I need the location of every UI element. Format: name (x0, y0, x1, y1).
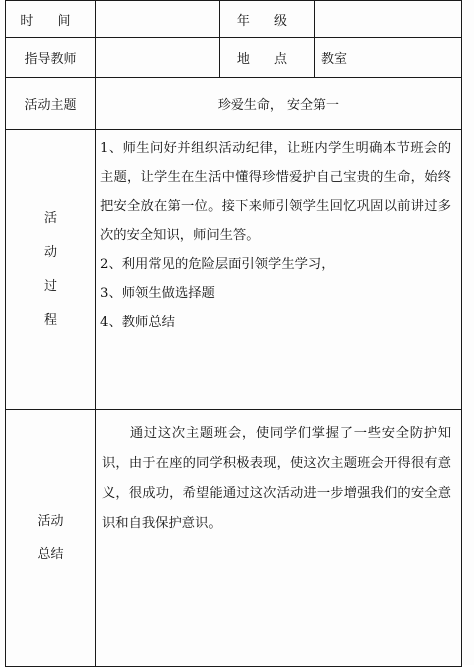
process-label-char: 活 (43, 210, 57, 226)
row-process (6, 130, 462, 410)
summary-text: 通过这次主题班会，使同学们掌握了一些安全防护知识，由于在座的同学积极表现，使这次主题班会开得很有意义，很成功，希望能通过这次活动进一步增强我们的安全意识和自我保护意识。 (102, 426, 451, 531)
process-content (96, 130, 462, 410)
process-step: 2、利用常见的危险层面引领学生学习， (100, 257, 335, 272)
row-time-grade (6, 1, 462, 38)
summary-label-cell (6, 410, 96, 667)
summary-content (96, 410, 462, 667)
row-summary (6, 410, 462, 667)
row-topic (6, 78, 462, 130)
grade-label: 年 级 (220, 1, 315, 38)
topic-value: 珍爱生命， 安全第一 (96, 78, 462, 130)
summary-label-line: 活动 (37, 514, 64, 529)
grade-value (315, 1, 462, 38)
process-step: 4、教师总结 (100, 315, 175, 330)
activity-record-form (5, 0, 462, 667)
summary-label-line: 总结 (37, 547, 64, 562)
location-label: 地 点 (220, 38, 315, 78)
summary-label (6, 410, 95, 666)
time-label: 时 间 (6, 1, 96, 38)
teacher-label: 指导教师 (6, 38, 96, 78)
row-teacher-location (6, 38, 462, 78)
process-label-char: 过 (43, 278, 57, 294)
topic-label: 活动主题 (6, 78, 96, 130)
location-value: 教室 (315, 38, 462, 78)
time-value (96, 1, 220, 38)
process-label-char: 程 (43, 312, 57, 328)
process-label (6, 130, 95, 409)
process-label-char: 动 (43, 244, 57, 260)
process-step: 3、师领生做选择题 (100, 286, 215, 301)
process-label-cell (6, 130, 96, 410)
teacher-value (96, 38, 220, 78)
process-step: 1、师生问好并组织活动纪律，让班内学生明确本节班会的主题，让学生在生活中懂得珍惜爱护自己宝贵的生命，始终把安全放在第一位。接下来师引领学生回忆巩固以前讲过多次的安全知识，师问生答。 (100, 141, 451, 243)
